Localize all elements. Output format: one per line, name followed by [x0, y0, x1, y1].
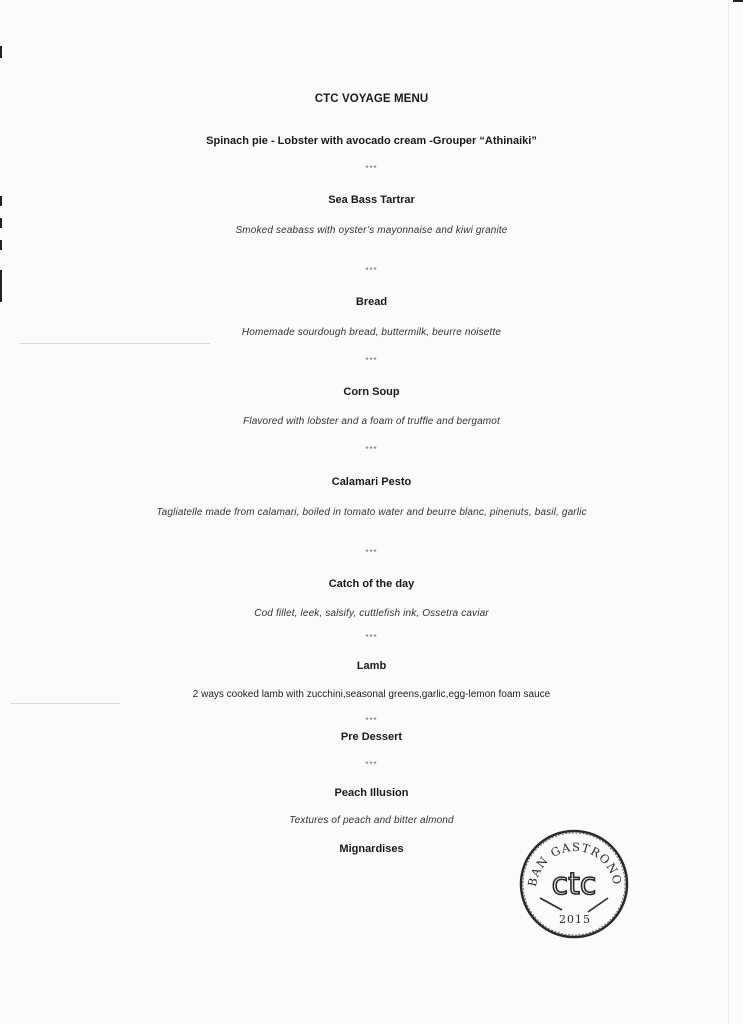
- scan-mark: [0, 240, 2, 250]
- separator: ***: [365, 760, 378, 769]
- course-description: Cod fillet, leek, salsify, cuttlefish ink, Ossetra caviar: [254, 608, 489, 619]
- course-description: Tagliatelle made from calamari, boiled in tomato water and beurre blanc, pinenuts, basil, garlic: [156, 507, 587, 518]
- scan-mark: [0, 46, 2, 58]
- course-name: Sea Bass Tartrar: [328, 194, 415, 206]
- separator: ***: [365, 164, 378, 173]
- scan-line: [10, 703, 120, 704]
- course-description: 2 ways cooked lamb with zucchini,seasonal greens,garlic,egg-lemon foam sauce: [192, 689, 551, 700]
- course-name: Corn Soup: [343, 386, 400, 398]
- scan-line: [20, 343, 210, 344]
- course-name: Peach Illusion: [334, 787, 409, 799]
- separator: ***: [365, 548, 378, 557]
- course-name: Mignardises: [339, 843, 404, 855]
- opener-line: Spinach pie - Lobster with avocado cream -Grouper “Athinaiki”: [206, 135, 537, 147]
- stamp-year-text: 2015: [559, 913, 591, 926]
- course-name: Lamb: [356, 660, 387, 672]
- stamp-top-text: BAN GASTRONO: [525, 839, 625, 888]
- stamp-graphic: [518, 828, 630, 940]
- scan-mark: [733, 0, 743, 2]
- course-name: Bread: [355, 296, 388, 308]
- course-description: Textures of peach and bitter almond: [289, 815, 454, 826]
- separator: ***: [365, 716, 378, 725]
- separator: ***: [365, 445, 378, 454]
- separator: ***: [365, 356, 378, 365]
- menu-title: CTC VOYAGE MENU: [314, 93, 429, 105]
- course-name: Pre Dessert: [340, 731, 403, 743]
- course-description: Flavored with lobster and a foam of truffle and bergamot: [243, 416, 500, 427]
- course-name: Calamari Pesto: [331, 476, 412, 488]
- course-name: Catch of the day: [328, 578, 415, 590]
- stamp-center-text: ctc: [551, 867, 597, 902]
- course-description: Homemade sourdough bread, buttermilk, beurre noisette: [241, 327, 502, 338]
- urban-gastronomy-stamp: [518, 828, 630, 940]
- course-description: Smoked seabass with oyster’s mayonnaise and kiwi granite: [235, 225, 508, 236]
- separator: ***: [365, 266, 378, 275]
- separator: ***: [365, 633, 378, 642]
